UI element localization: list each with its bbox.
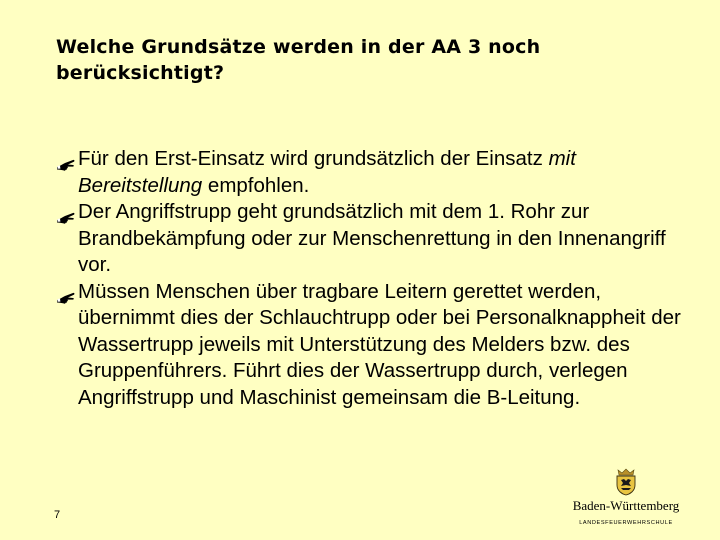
bullet-text: Der Angriffstrupp geht grundsätzlich mit dem 1. Rohr zur Brandbekämpfung oder zur Menschenrettung in den Innenangriff vor. [78,200,666,276]
logo-name: Baden-Württemberg [572,498,680,513]
bullet-item [56,279,696,412]
bullet-item [56,146,696,199]
slide-title: Welche Grundsätze werden in der AA 3 noch berücksichtigt? [56,36,541,84]
bullet-text-emphasis: mit Bereitstellung [78,147,576,197]
bullet-text: Für den Erst-Einsatz wird grundsätzlich der Einsatz [78,147,549,170]
bullet-list [56,146,696,411]
hand-pointer-icon [56,286,76,300]
bullet-item [56,199,696,279]
bullet-text: empfohlen. [202,173,310,197]
hand-pointer-icon [56,153,76,167]
coat-of-arms-icon [614,468,638,496]
page-number: 7 [54,509,61,521]
baden-wuerttemberg-logo [566,468,686,532]
hand-pointer-icon [56,206,76,220]
bullet-text: Müssen Menschen über tragbare Leitern gerettet werden, übernimmt dies der Schlauchtrupp oder bei Personalknappheit der Wassertrupp jeweils mit Unterstützung des Melders bzw. des Gruppenführers. Führt dies der Wassertrupp durch, verlegen Angriffstrupp und Maschinist gemeinsam die B-Leitung. [78,279,681,409]
logo-subtitle: LANDESFEUERWEHRSCHULE [579,520,673,526]
